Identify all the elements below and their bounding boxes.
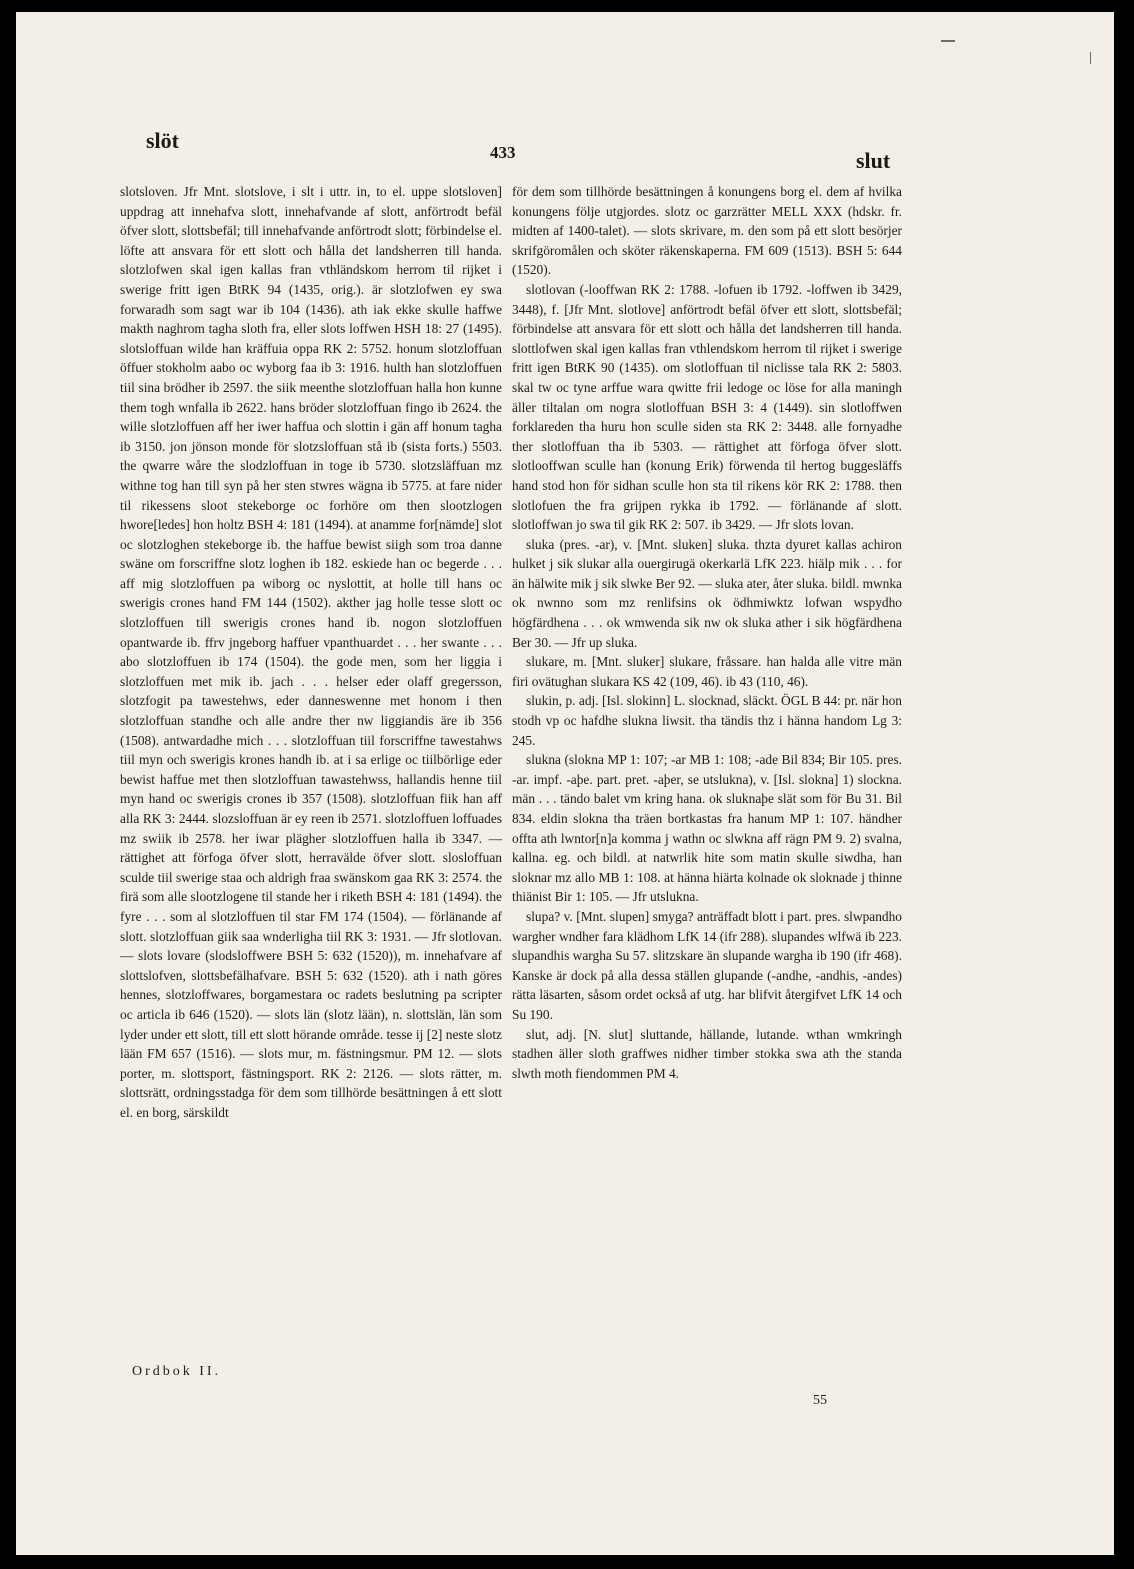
- sheet-number: 55: [813, 1393, 827, 1408]
- entry-paragraph: slukna (slokna MP 1: 107; -ar MB 1: 108; -ade Bil 834; Bir 105. pres. -ar. impf. -aþe. part. pret. -aþer, se utslukna), v. [Isl. slokna] 1) slockna. män . . . tändo balet vm kring hana. ok sluknaþe slät som för Bu 31. Bil 834. eldin slokna tha träen bortkastas fra hanum MP 1: 107. händher offta ath lwntor[n]a komma j wathn oc slwkna aff rägn PM 9. 2) svalna, kallna. eg. och bildl. at natwrlik hite som matin skulle siwdha, han sloknar mz allo MB 1: 108. at hänna hiärta kolnade ok sloknade j thinne thiänist Bir 1: 105. — Jfr utslukna.: [512, 752, 902, 905]
- scan-mark: [941, 40, 955, 42]
- entry-paragraph: slupa? v. [Mnt. slupen] smyga? anträffadt blott i part. pres. slwpandho wargher wndher fara klädhom LfK 14 (ifr 288). slupandes wlfwä ib 223. slupandhis wargha Su 57. slitzskare än slupande wargha ib 190 (ifr 468). Kanske är dock på alla dessa ställen glupande (-andhe, -andhis, -andes) rätta läsarten, såsom ordet också af utg. har blifvit återgifvet LfK 14 och Su 190.: [512, 908, 902, 1022]
- dictionary-page: [16, 12, 1114, 1555]
- entry-paragraph: sluka (pres. -ar), v. [Mnt. sluken] sluka. thzta dyuret kallas achiron hulket j sik slukar alla ouergirugä okerkarlä LfK 223. hiälp mik . . . for än hälwite mik j sik slwke Ber 92. — sluka ater, åter sluka. bildl. mwnka ok nwnno som mz renlifsins ok ödhmiwktz lofwan wspydho högfärdhena . . . ok wmwenda sik nw ok sluka ather i sik högfärdhena Ber 30. — Jfr up sluka.: [512, 536, 902, 650]
- page-number: 433: [490, 143, 516, 162]
- entry-paragraph: slotsloven. Jfr Mnt. slotslove, i slt i uttr. in, to el. uppe slotsloven] uppdrag att innehafva slott, innehafvande af slott, anförtrodt befäl öfver slott, slottsbefäl; till innehafvande anförtrodt slott; förbindelse el. löfte att ansvara för ett slott och hålla det landsherren till handa. slotzlofwen skal igen kallas fran vthländskom herrom til rijket i swerige fritt igen BtRK 94 (1435, orig.). är slotzlofwen ey swa forwaradh som sagt war ib 104 (1436). ath iak ekke skulle haffwe makth naghrom tagha sloth fra, eller slots loffwen HSH 18: 27 (1495). slotsloffuan wilde han kräffuia oppa RK 2: 5752. honum slotzloffuan öffuer stokholm aabo oc wyborg faa ib 3: 1916. hulth han slotzloffuen tiil sina brödher ib 2597. the siik meenthe slotzloffuan halla hon kunne them togh wnfalla ib 2622. hans bröder slotzloffuan fingo ib 2624. the wille slotzloffuen aff her iwer haffua och slottin i gän aff honum tagha ib 3150. jon jönson monde för slotzsloffuan stå ib (sista forts.) 5503. the qwarre wåre the slodzloffuan in toge ib 5730. slotzsläffuan mz withne tog han till syn på her sten stwres wägna ib 5775. at fare nider til rikessens sloot stekeborge oc forhöre om then slootzlogen hwore[ledes] hon holtz BSH 4: 181 (1494). at anamme for[nämde] slot oc slotzloghen stekeborge ib. the haffue bewist siigh som troa danne swäne om forscriffne slotz loghen ib 182. eskiede han oc begerde . . . aff mig slotzloffuen pa wiborg oc nyslottit, at holle till hans oc swerigis crones hand FM 144 (1502). akther jag holle tesse slott oc slotzloffuen till swerigis crones hand ib. nogon slotzloffuen opantwarde ib. ffrv jngeborg haffuer vpanthuardet . . . her swante . . . abo slotzloffuen ib 174 (1504). the gode men, som her liggia i slotzloffuen met mik ib. jach . . . helser eder olaff gregersson, slotzfogit pa tawestehws, eder danneswenne met honom i then slotzloffuan standhe och alle andre ther nw liggiandis äre ib 356 (1508). antwardadhe mich . . . slotzloffuan tiil forscriffne tawestahws tiil myn och swerigis krones handh ib. at i sa erlige oc tiilbörlige eder bewist haffue met then slotzloffuan tawastehwss, hallandis henne tiil myn hand oc swerigis crones ib 357 (1508). slotzloffuan fiik han aff alla RK 3: 2444. slozsloffuan är ey reen ib 2571. slotzloffuen loffuades mz swiik ib 2578. her iwar plägher slotzloffuen halla ib 3347. — rättighet att förfoga öfver slott, herravälde öfver slott. slosloffuan sculde tiil swerige staa och aldrigh fraa swänskom gaa RK 3: 2574. the firä som alle slootzlogene til stande her i riketh BSH 4: 181 (1494). the fyre . . . som al slotzloffuen til star FM 174 (1504). — förlänande af slott. slotzloffuan giik saa wnderligha tiil RK 3: 1931. — Jfr slotlovan. — slots lovare (slodsloffwere BSH 5: 632 (1520)), m. innehafvare af slottslofven, slottsbefälhafvare. BSH 5: 632 (1520). ath i nath göres hennes, slotzloffwares, borgamestara oc radets beslutning pa scripter oc articla ib 646 (1520). — slots län (slotz lään), n. slottslän, län som lyder under ett slott, till ett slott hörande område. tesse ij [2] neste slotz lään FM 657 (1516). — slots mur, m. fästningsmur. PM 12. — slots porter, m. slottsport, fästningsport. RK 2: 2126. — slots rätter, m. slottsrätt, ordningsstadga för dem som tillhörde besättningen å ett slott el. en borg, särskildt: [120, 184, 502, 1120]
- entry-paragraph: slukin, p. adj. [Isl. slokinn] L. slocknad, släckt. ÖGL B 44: pr. när hon stodh vp oc hafdhe slukna liwsit. tha tändis thz i hänna handom Lg 3: 245.: [512, 693, 902, 748]
- running-head-left: slöt: [146, 128, 179, 153]
- right-column: [512, 182, 902, 1083]
- entry-paragraph: slukare, m. [Mnt. sluker] slukare, fråssare. han halda alle vitre män firi ovätughan slukara KS 42 (109, 46). ib 43 (110, 46).: [512, 654, 902, 689]
- entry-paragraph: slotlovan (-looffwan RK 2: 1788. -lofuen ib 1792. -loffwen ib 3429, 3448), f. [Jfr Mnt. slotlove] anförtrodt befäl öfver ett slott, slottsbefäl; förbindelse att ansvara för ett slott och hålla det landsherren till handa. slottlofwen skal igen kallas fran vthlendskom herrom til rijket i swerige fritt igen BtRK 90 (1435). om slotloffuan til niclisse tala RK 2: 5803. skal tw oc tyne arffue wara qwitte frii ledoge oc löse for alla maningh äller tiltalan om nogra slotloffuan BSH 3: 4 (1449). sin slotloffwen forklareden tha huru hon sculle siden sta RK 2: 3448. alle fornyadhe ther slotloffuan tha ib 5303. — rättighet att förfoga öfver slott. slotlooffwan sculle han (konung Erik) förwenda til hertog buggesläffs hand stod hon för sidhan sculle hon sta til rikens kör RK 2: 1788. then slotlofuen the fra grijpen rykka ib 1792. — förlänande af slott. slotloffwan jo swa til gik RK 2: 507. ib 3429. — Jfr slots lovan.: [512, 281, 902, 533]
- running-head-right: slut: [856, 148, 891, 173]
- entry-paragraph: för dem som tillhörde besättningen å konungens borg el. dem af hvilka konungens följe utgjordes. slotz oc garzrätter MELL XXX (hdskr. fr. midten af 1400-talet). — slots skrivare, m. den som på ett slott besörjer skrifgöromålen och sköter räkenskaperna. FM 609 (1513). BSH 5: 644 (1520).: [512, 184, 902, 278]
- entry-paragraph: slut, adj. [N. slut] sluttande, hällande, lutande. wthan wmkringh stadhen äller sloth graffwes nidher timber stokka swa ath the standa slwth moth fiendommen PM 4.: [512, 1026, 902, 1081]
- signature-mark: Ordbok II.: [132, 1364, 222, 1379]
- scan-mark: [1090, 52, 1091, 64]
- left-column: [120, 182, 502, 1123]
